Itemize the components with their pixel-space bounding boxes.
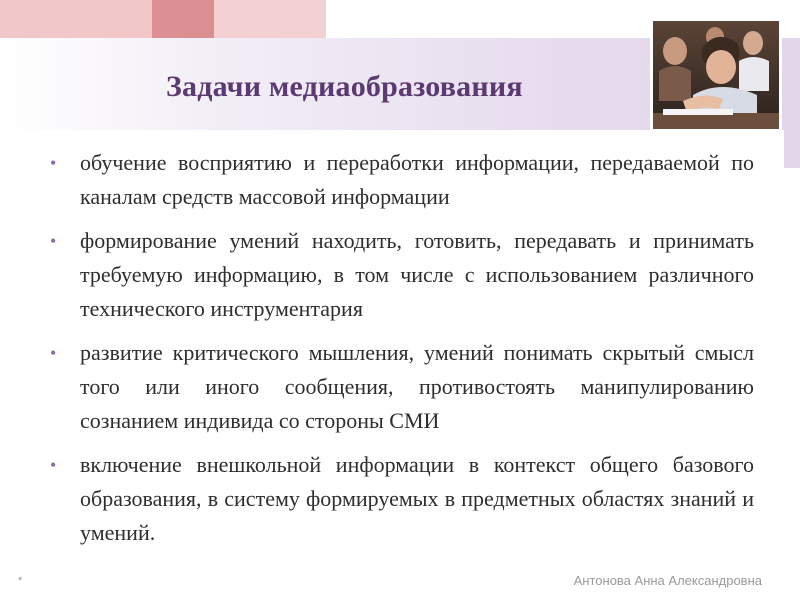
list-item — [50, 448, 754, 550]
list-item-text: обучение восприятию и переработки информации, передаваемой по каналам средств массовой информации — [80, 150, 754, 209]
title-band-edge — [784, 38, 800, 168]
footer-author: Антонова Анна Александровна — [573, 573, 762, 588]
students-photo — [650, 18, 782, 132]
bullet-icon: • — [50, 455, 57, 475]
list-item-text: включение внешкольной информации в контекст общего базового образования, в систему формируемых в предметных областях знаний и умений. — [80, 452, 754, 545]
bullet-list — [50, 146, 754, 560]
list-item — [50, 146, 754, 214]
slide-title: Задачи медиаобразования — [166, 70, 523, 103]
list-item — [50, 336, 754, 438]
bullet-icon: • — [50, 343, 57, 363]
bullet-icon: • — [50, 153, 57, 173]
bullet-icon: • — [50, 231, 57, 251]
list-item-text: формирование умений находить, готовить, передавать и принимать требуемую информацию, в том числе с использованием различного технического инструментария — [80, 228, 754, 321]
students-photo-icon — [653, 21, 779, 129]
list-item — [50, 224, 754, 326]
list-item-text: развитие критического мышления, умений понимать скрытый смысл того или иного сообщения, противостоять манипулированию сознанием индивида со стороны СМИ — [80, 340, 754, 433]
footer-marker: * — [18, 575, 23, 587]
